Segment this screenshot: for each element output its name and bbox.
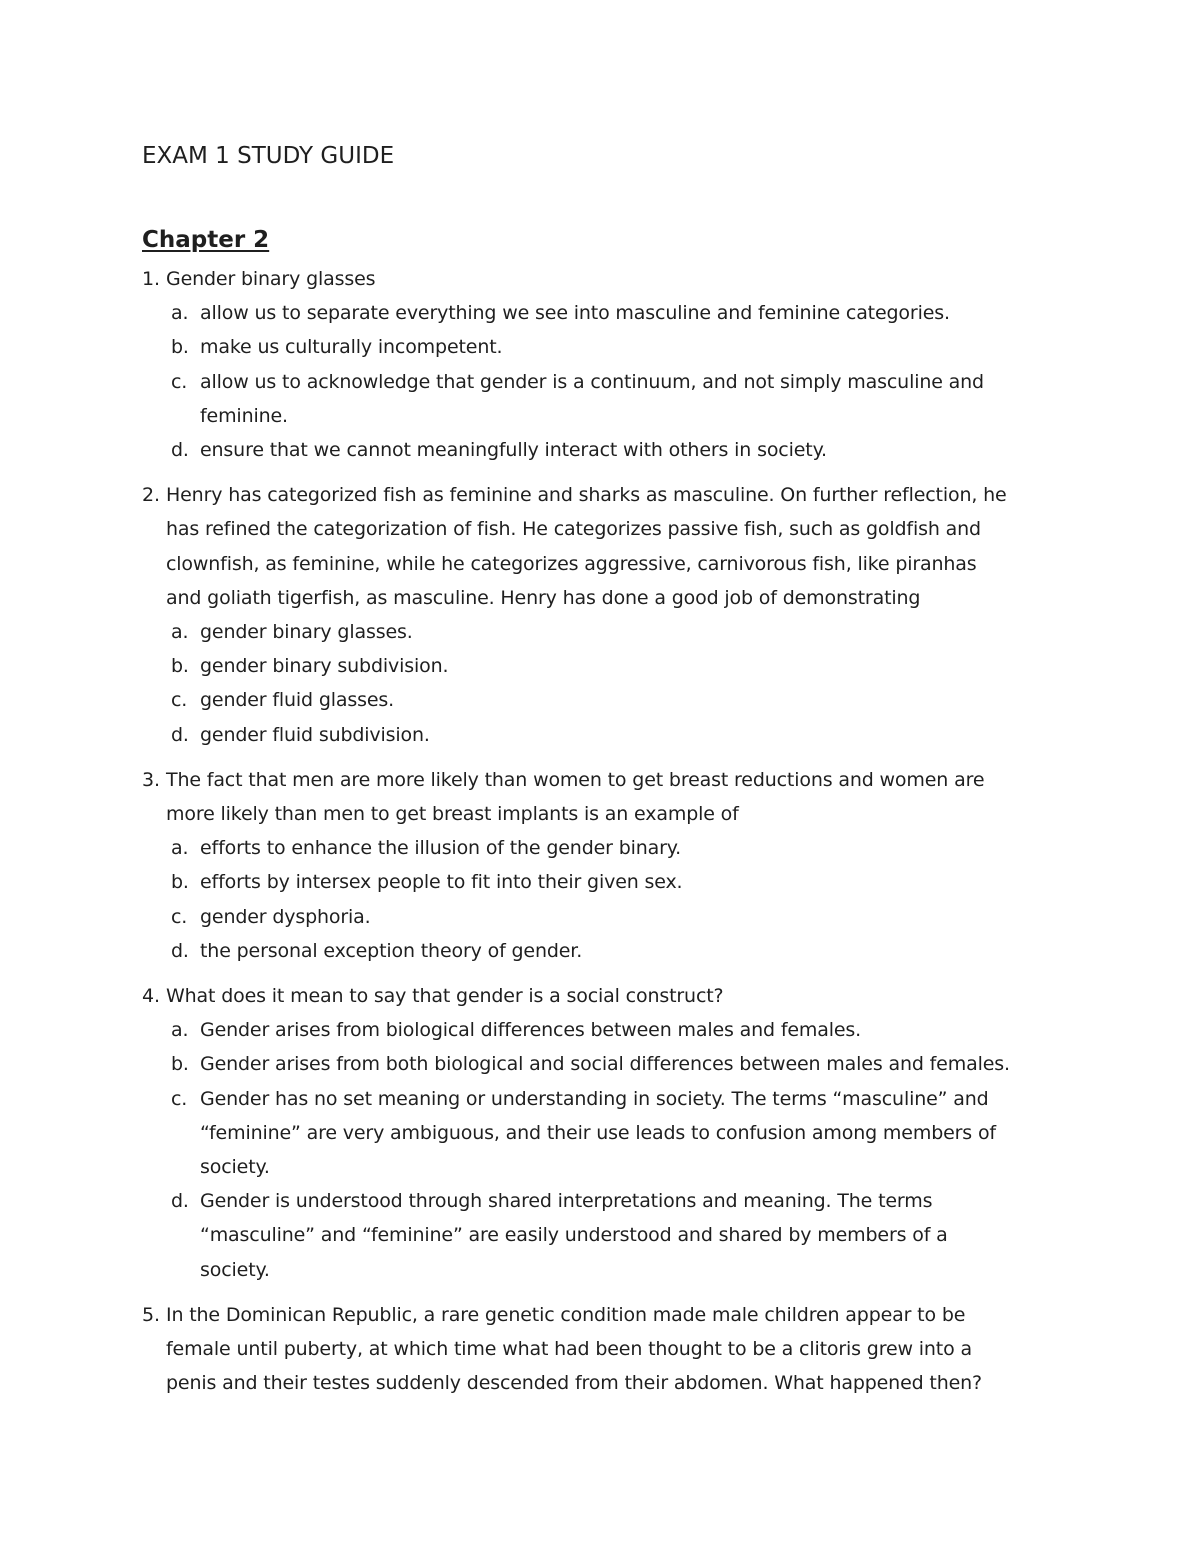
choice-text: make us culturally incompetent. <box>200 336 503 359</box>
answer-choice <box>142 718 1062 752</box>
choice-letter: d. <box>171 939 189 962</box>
answer-choice <box>142 1013 1062 1047</box>
question-text: The fact that men are more likely than women to get breast reductions and women are more likely than men to get breast implants is an example of <box>166 768 985 826</box>
choice-text: gender dysphoria. <box>200 905 371 928</box>
answer-choice <box>142 615 1062 649</box>
choice-letter: c. <box>171 370 188 393</box>
answer-choice <box>142 831 1062 865</box>
choice-letter: d. <box>171 1190 189 1213</box>
answer-choice <box>142 1082 1062 1185</box>
choice-text: Gender has no set meaning or understanding in society. The terms “masculine” and “feminine” are very ambiguous, and their use leads to confusion among members of society. <box>200 1087 996 1179</box>
answer-choice <box>142 365 1062 433</box>
question-text: In the Dominican Republic, a rare genetic condition made male children appear to be female until puberty, at which time what had been thought to be a clitoris grew into a penis and their testes suddenly descended from their abdomen. What happened then? <box>166 1303 982 1395</box>
answer-choice <box>142 683 1062 717</box>
question-2 <box>142 478 1062 752</box>
choice-text: gender binary glasses. <box>200 621 413 644</box>
question-number: 5. <box>142 1303 160 1326</box>
choice-text: allow us to acknowledge that gender is a continuum, and not simply masculine and feminine. <box>200 370 984 427</box>
answer-choices <box>142 296 1062 467</box>
answer-choices <box>142 1013 1062 1287</box>
choice-letter: a. <box>171 837 189 860</box>
choice-letter: a. <box>171 302 189 325</box>
choice-text: efforts by intersex people to fit into their given sex. <box>200 871 683 894</box>
answer-choice <box>142 330 1062 364</box>
question-text: What does it mean to say that gender is a social construct? <box>166 985 724 1008</box>
choice-letter: d. <box>171 439 189 462</box>
document-title: EXAM 1 STUDY GUIDE <box>142 143 395 169</box>
answer-choice <box>142 649 1062 683</box>
answer-choice <box>142 433 1062 467</box>
chapter-heading: Chapter 2 <box>142 227 270 253</box>
question-stem <box>142 478 1062 615</box>
question-number: 2. <box>142 484 160 507</box>
choice-text: gender fluid glasses. <box>200 689 395 712</box>
answer-choices <box>142 831 1062 968</box>
choice-text: gender fluid subdivision. <box>200 723 430 746</box>
question-list <box>142 262 1062 1412</box>
question-4 <box>142 979 1062 1287</box>
choice-text: allow us to separate everything we see into masculine and feminine categories. <box>200 302 950 325</box>
choice-text: Gender is understood through shared interpretations and meaning. The terms “masculine” and “feminine” are easily understood and shared by members of a society. <box>200 1190 948 1281</box>
question-stem <box>142 262 1062 296</box>
answer-choice <box>142 1184 1062 1287</box>
choice-letter: c. <box>171 1087 188 1110</box>
answer-choice <box>142 865 1062 899</box>
question-number: 3. <box>142 768 160 791</box>
question-text: Henry has categorized fish as feminine and sharks as masculine. On further reflection, he has refined the categorization of fish. He categorizes passive fish, such as goldfish and clownfish, as feminine, while he categorizes aggressive, carnivorous fish, like piranhas and goliath tigerfish, as masculine. Henry has done a good job of demonstrating <box>166 484 1007 609</box>
question-stem <box>142 979 1062 1013</box>
choice-letter: c. <box>171 689 188 712</box>
choice-letter: d. <box>171 723 189 746</box>
choice-letter: a. <box>171 1019 189 1042</box>
choice-text: Gender arises from biological differences between males and females. <box>200 1019 862 1042</box>
question-3 <box>142 763 1062 968</box>
question-number: 1. <box>142 268 160 290</box>
question-stem <box>142 1298 1062 1401</box>
choice-text: the personal exception theory of gender. <box>200 939 583 962</box>
choice-letter: b. <box>171 655 189 678</box>
choice-letter: b. <box>171 1053 189 1076</box>
choice-text: Gender arises from both biological and social differences between males and females. <box>200 1053 1010 1076</box>
question-text: Gender binary glasses <box>166 268 376 290</box>
choice-letter: b. <box>171 336 189 359</box>
answer-choice <box>142 934 1062 968</box>
question-5 <box>142 1298 1062 1401</box>
answer-choice <box>142 1047 1062 1081</box>
answer-choice <box>142 900 1062 934</box>
question-stem <box>142 763 1062 831</box>
choice-text: ensure that we cannot meaningfully interact with others in society. <box>200 439 827 462</box>
choice-text: efforts to enhance the illusion of the gender binary. <box>200 837 682 860</box>
choice-letter: b. <box>171 871 189 894</box>
question-1 <box>142 262 1062 467</box>
choice-text: gender binary subdivision. <box>200 655 449 678</box>
choice-letter: c. <box>171 905 188 928</box>
answer-choice <box>142 296 1062 330</box>
choice-letter: a. <box>171 621 189 644</box>
question-number: 4. <box>142 985 160 1008</box>
answer-choices <box>142 615 1062 752</box>
